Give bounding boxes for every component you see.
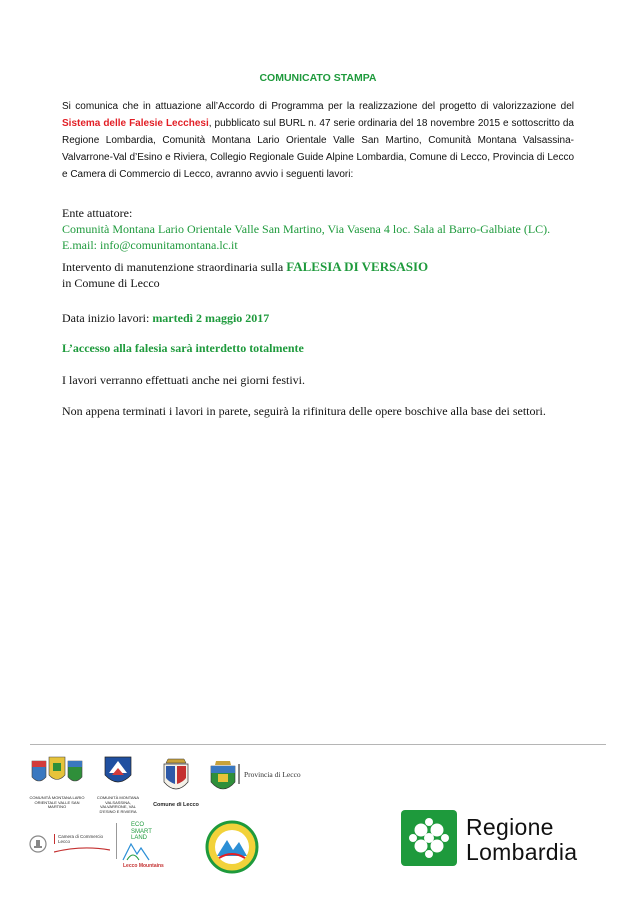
accesso-notice: L’accesso alla falesia sarà interdetto totalmente [62, 341, 304, 355]
comune-lecco-caption: Comune di Lecco [153, 802, 199, 808]
intro-part-1: Si comunica che in attuazione all’Accordo di Programma per la realizzazione del progetto di valorizzazione del [62, 101, 574, 112]
land-word: LAND [131, 835, 148, 841]
provincia-separator [238, 764, 240, 784]
eco-smart-land-logo [113, 820, 171, 872]
cm-valsassina-shield-icon [93, 755, 143, 791]
cm-valsassina-caption: COMUNITÀ MONTANA VALSASSINA, VALVARRONE, VAL D'ESINO E RIVIERA [96, 795, 140, 814]
intervento-place: FALESIA DI VERSASIO [286, 259, 429, 274]
festivi-notice: I lavori verranno effettuati anche nei giorni festivi. [62, 373, 306, 387]
eco-word: ECO [131, 822, 145, 828]
eco-mountains-icon [121, 836, 151, 862]
rifinitura-notice: Non appena terminati i lavori in parete, seguirà la rifinitura delle opere boschive alla base dei settori. [62, 404, 546, 418]
regione-lombardia-logo-mark [401, 810, 457, 866]
intervento-block [62, 259, 582, 291]
lombardia-word: Lombardia [466, 839, 578, 865]
ente-name: Comunità Montana Lario Orientale Valle San Martino, Via Vasena 4 loc. Sala al Barro-Galbiate (LC). E.mail: info@comunitamontana.lc.it [62, 222, 551, 252]
smart-word: SMART [131, 828, 152, 835]
intro-paragraph [62, 98, 574, 183]
provincia-crest-icon [208, 760, 238, 796]
intervento-location: in Comune di Lecco [62, 276, 160, 290]
camera-commercio-swoosh-icon [54, 847, 110, 853]
eco-smart-land-bar [116, 823, 117, 859]
camera-commercio-logo [28, 832, 110, 856]
comune-lecco-logo [148, 757, 204, 809]
regione-word: Regione [466, 814, 554, 840]
provincia-lecco-label: Provincia di Lecco [244, 770, 301, 779]
camera-commercio-caption: Camera di Commercio Lecco [54, 834, 110, 844]
lecco-mountains-caption: Lecco Mountains [123, 863, 164, 869]
comune-lecco-crest-icon [148, 757, 204, 797]
data-inizio-value: martedì 2 maggio 2017 [152, 311, 270, 325]
guide-alpine-badge-icon [205, 820, 259, 874]
intro-highlight: Sistema delle Falesie Lecchesi [62, 118, 209, 129]
cm-lario-crests-icon [28, 755, 86, 791]
regione-lombardia-rosa-icon [401, 810, 457, 866]
ente-label: Ente attuatore: [62, 206, 133, 220]
document-title: COMUNICATO STAMPA [259, 72, 377, 84]
cm-lario-logo [28, 755, 86, 815]
guide-alpine-logo [205, 820, 259, 874]
footer-divider [30, 744, 606, 745]
data-inizio-label: Data inizio lavori: [62, 311, 153, 325]
ente-block [62, 205, 582, 253]
cm-lario-caption: COMUNITÀ MONTANA LARIO ORIENTALE VALLE SAN MARTINO [29, 795, 85, 809]
cm-valsassina-logo [93, 755, 143, 815]
intervento-text: Intervento di manutenzione straordinaria sulla [62, 260, 287, 274]
camera-commercio-icon [28, 834, 48, 854]
intro-part-2: , pubblicato sul BURL n. 47 serie ordinaria del 18 novembre 2015 e sottoscritto da Regione Lombardia, Comunità Montana Lario Orientale Valle San Martino, Comunità Montana Valsassina-Valvarrone-Val d’Esino e Riviera, Collegio Regionale Guide Alpine Lombardia, Comune di Lecco, Provincia di Lecco e Camera di Commercio di Lecco, avranno avvio i seguenti lavori: [62, 118, 574, 180]
provincia-lecco-crest [208, 760, 238, 796]
data-inizio-block [62, 310, 582, 326]
